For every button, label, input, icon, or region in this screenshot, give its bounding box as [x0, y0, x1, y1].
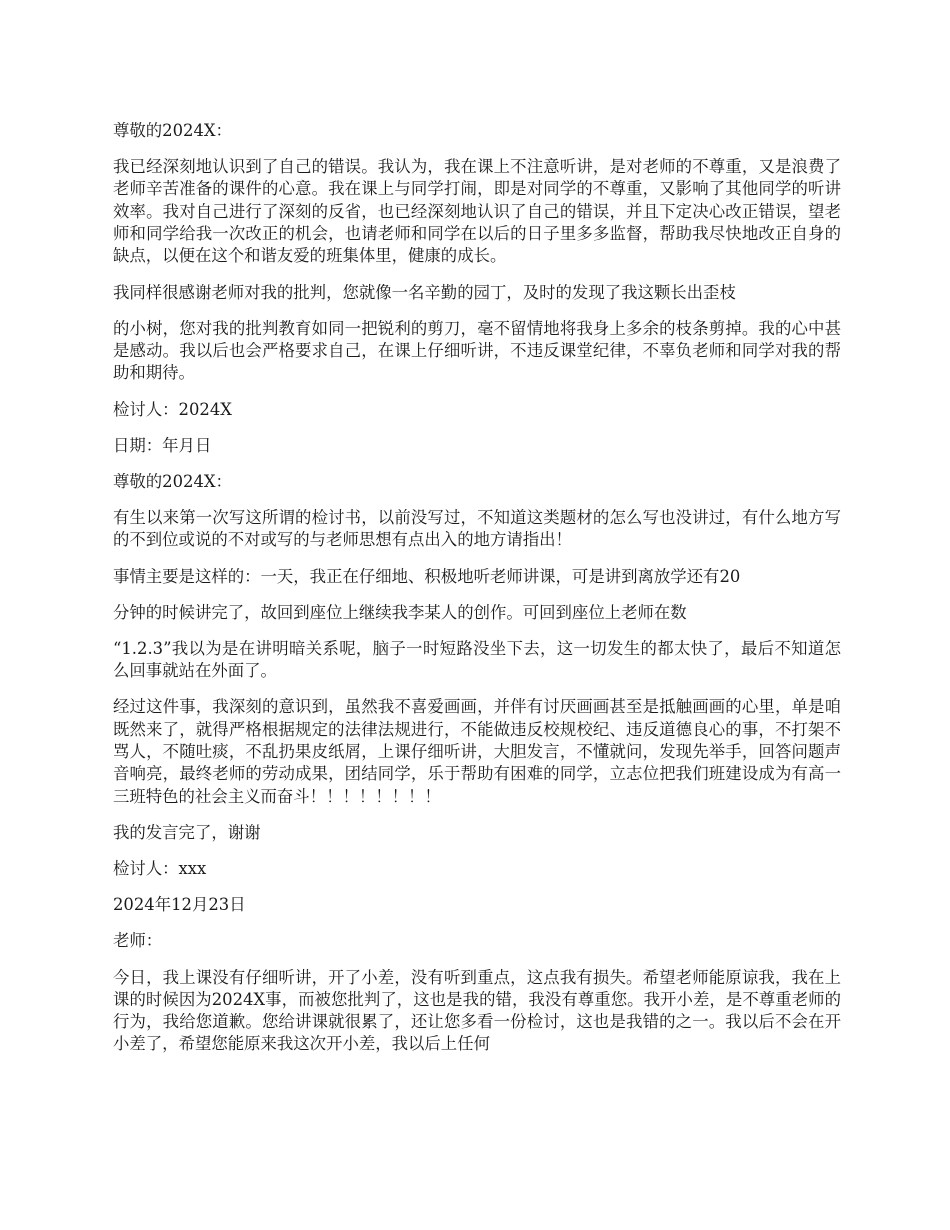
body-paragraph-1: 我已经深刻地认识到了自己的错误。我认为，我在课上不注意听讲，是对老师的不尊重，又是浪费了老师辛苦准备的课件的心意。我在课上与同学打闹，即是对同学的不尊重，又影响了其他同学的听讲效率。我对自己进行了深刻的反省，也已经深刻地认识了自己的错误，并且下定决心改正错误，望老师和同学给我一次改正的机会，也请老师和同学在以后的日子里多多监督，帮助我尽快地改正自身的缺点，以便在这个和谐友爱的班集体里，健康的成长。 [113, 157, 841, 266]
salutation-3: 老师： [113, 931, 163, 951]
signature-line-2: 检讨人：xxx [113, 859, 207, 878]
signature-line-1: 检讨人：2024X [113, 399, 232, 419]
closing-line: 我的发言完了，谢谢 [113, 822, 261, 842]
body-paragraph-8: 经过这件事，我深刻的意识到，虽然我不喜爱画画，并伴有讨厌画画甚至是抵触画画的心里，单是咱既然来了，就得严格根据规定的法律法规进行，不能做违反校规校纪、违反道德良心的事，不打架不骂人，不随吐痰，不乱扔果皮纸屑，上课仔细听讲，大胆发言，不懂就问，发现先举手，回答问题声音响亮，最终老师的劳动成果，团结同学，乐于帮助有困难的同学，立志位把我们班建设成为有高一三班特色的社会主义而奋斗！！！！！！！！ [113, 697, 841, 806]
body-paragraph-6: 分钟的时候讲完了，故回到座位上继续我李某人的创作。可回到座位上老师在数 [113, 602, 687, 622]
date-line-1: 日期：年月日 [113, 435, 212, 455]
body-paragraph-4: 有生以来第一次写这所谓的检讨书，以前没写过，不知道这类题材的怎么写也没讲过，有什么地方写的不到位或说的不对或写的与老师思想有点出入的地方请指出！ [113, 508, 841, 550]
salutation-2: 尊敬的2024X： [113, 471, 232, 491]
body-paragraph-3: 的小树，您对我的批判教育如同一把锐利的剪刀，毫不留情地将我身上多余的枝条剪掉。我的心中甚是感动。我以后也会严格要求自己，在课上仔细听讲，不违反课堂纪律，不辜负老师和同学对我的帮助和期待。 [113, 318, 841, 383]
body-paragraph-9: 今日，我上课没有仔细听讲，开了小差，没有听到重点，这点我有损失。希望老师能原谅我，我在上课的时候因为2024X事，而被您批判了，这也是我的错，我没有尊重您。我开小差，是不尊重老师的行为，我给您道歉。您给讲课就很累了，还让您多看一份检讨，这也是我错的之一。我以后不会在开小差了，希望您能原来我这次开小差，我以后上任何 [113, 967, 841, 1054]
document-page [113, 120, 841, 1070]
body-paragraph-2: 我同样很感谢老师对我的批判，您就像一名辛勤的园丁，及时的发现了我这颗长出歪枝 [113, 282, 736, 302]
salutation-1: 尊敬的2024X： [113, 121, 232, 140]
body-paragraph-7: “1.2.3”我以为是在讲明暗关系呢，脑子一时短路没坐下去，这一切发生的都太快了，最后不知道怎么回事就站在外面了。 [113, 638, 841, 681]
body-paragraph-5: 事情主要是这样的：一天，我正在仔细地、积极地听老师讲课，可是讲到离放学还有20 [113, 566, 741, 586]
date-line-2: 2024年12月23日 [113, 895, 246, 915]
